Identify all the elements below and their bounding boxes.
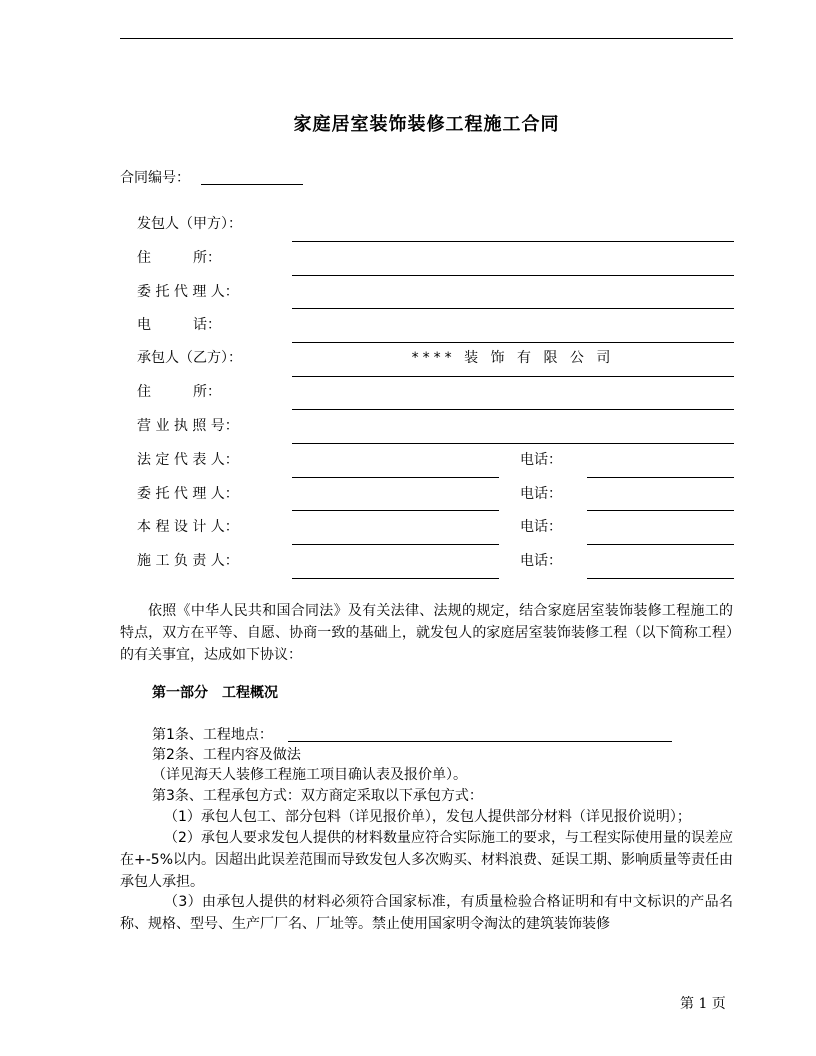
designer-blank[interactable] <box>292 544 499 545</box>
legal-representative-label: 法 定 代 表 人： <box>137 452 239 468</box>
contract-number-label: 合同编号： <box>120 170 190 186</box>
site-manager-phone-blank[interactable] <box>587 578 734 579</box>
site-manager-phone-label: 电话： <box>520 553 562 569</box>
article-3-heading: 第3条、工程承包方式：双方商定采取以下承包方式： <box>152 788 483 804</box>
contractor-agent-blank[interactable] <box>292 510 499 511</box>
employer-phone-blank[interactable] <box>292 342 734 343</box>
article-3-item-3: （3）由承包人提供的材料必须符合国家标准，有质量检验合格证明和有中文标识的产品名称、规格、型号、生产厂厂名、厂址等。禁止使用国家明令淘汰的建筑装饰装修 <box>120 894 733 932</box>
employer-agent-blank[interactable] <box>292 308 734 309</box>
designer-label: 本 程 设 计 人： <box>137 519 239 535</box>
article-2-note: （详见海天人装修工程施工项目确认表及报价单）。 <box>152 767 467 783</box>
designer-phone-label: 电话： <box>520 519 562 535</box>
part-one-heading: 第一部分 工程概况 <box>152 685 278 701</box>
intro-paragraph: 依照《中华人民共和国合同法》及有关法律、法规的规定，结合家庭居室装饰装修工程施工的特点，双方在平等、自愿、协商一致的基础上，就发包人的家庭居室装饰装修工程（以下简称工程）的有关事宜，达成如下协议： <box>120 603 733 663</box>
employer-address-blank[interactable] <box>292 275 734 276</box>
contract-number-blank[interactable] <box>201 184 303 185</box>
employer-agent-label: 委 托 代 理 人： <box>137 284 239 300</box>
article-3-item-2: （2）承包人要求发包人提供的材料数量应符合实际施工的要求，与工程实际使用量的误差应在+-5%以内。因超出此误差范围而导致发包人多次购买、材料浪费、延误工期、影响质量等责任由承包人承担。 <box>120 830 733 890</box>
document-title: 家庭居室装饰装修工程施工合同 <box>293 114 560 135</box>
contractor-label: 承包人（乙方）： <box>137 350 242 366</box>
article-1-label: 第1条、工程地点： <box>152 727 273 743</box>
legal-representative-phone-label: 电话： <box>520 452 562 468</box>
contractor-address-label: 住 所： <box>137 384 221 400</box>
business-license-label: 营 业 执 照 号： <box>137 418 239 434</box>
site-manager-label: 施 工 负 责 人： <box>137 553 239 569</box>
employer-blank[interactable] <box>292 241 734 242</box>
article-3-item-1: （1）承包人包工、部分包料（详见报价单），发包人提供部分材料（详见报价说明）； <box>164 809 691 825</box>
employer-label: 发包人（甲方）： <box>137 216 242 232</box>
designer-phone-blank[interactable] <box>587 544 734 545</box>
contractor-agent-label: 委 托 代 理 人： <box>137 486 239 502</box>
contractor-name: **** 装 饰 有 限 公 司 <box>411 350 615 366</box>
contractor-blank[interactable] <box>292 376 734 377</box>
legal-representative-phone-blank[interactable] <box>587 477 734 478</box>
employer-address-label: 住 所： <box>137 250 221 266</box>
business-license-blank[interactable] <box>292 443 734 444</box>
project-location-blank[interactable] <box>288 741 672 742</box>
contractor-agent-phone-label: 电话： <box>520 486 562 502</box>
header-rule <box>120 38 733 39</box>
page-number: 第 1 页 <box>680 996 726 1012</box>
legal-representative-blank[interactable] <box>292 477 499 478</box>
contractor-address-blank[interactable] <box>292 409 734 410</box>
employer-phone-label: 电 话： <box>137 317 221 333</box>
article-2-heading: 第2条、工程内容及做法 <box>152 747 301 763</box>
contractor-agent-phone-blank[interactable] <box>587 510 734 511</box>
site-manager-blank[interactable] <box>292 578 499 579</box>
